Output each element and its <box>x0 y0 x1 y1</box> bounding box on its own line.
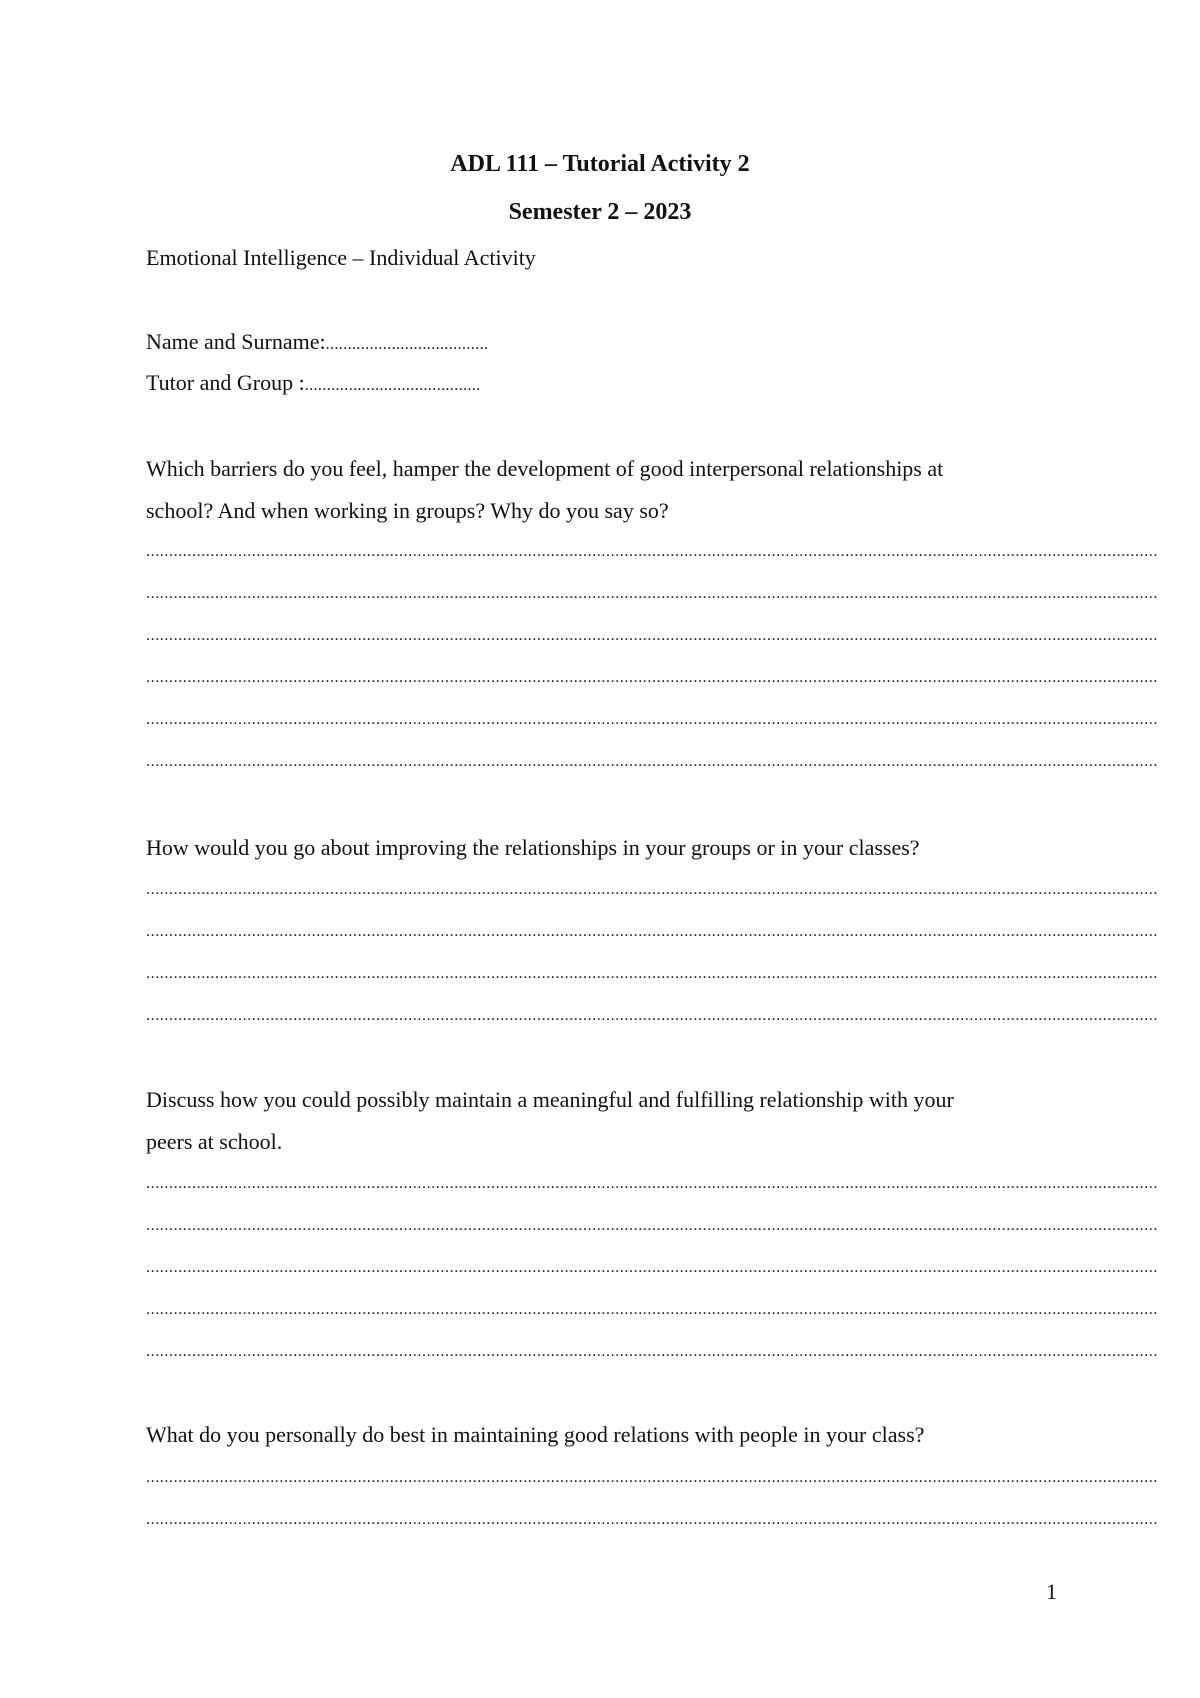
answer-line[interactable]: ............................................................................................................................................................................................................................ <box>146 1343 1158 1360</box>
question-3-line-1: Discuss how you could possibly maintain a meaningful and fulfilling relationship with your <box>146 1087 954 1112</box>
answer-line[interactable]: ............................................................................................................................................................................................................................ <box>146 627 1158 644</box>
activity-subtitle: Emotional Intelligence – Individual Activity <box>146 245 536 270</box>
name-surname-field[interactable] <box>146 328 488 359</box>
answer-line[interactable]: ............................................................................................................................................................................................................................ <box>146 1007 1158 1024</box>
answer-line[interactable]: ............................................................................................................................................................................................................................ <box>146 585 1158 602</box>
answer-line[interactable]: ............................................................................................................................................................................................................................ <box>146 1511 1158 1528</box>
answer-line[interactable]: ............................................................................................................................................................................................................................ <box>146 965 1158 982</box>
page-number: 1 <box>1046 1579 1057 1604</box>
answer-line[interactable]: ............................................................................................................................................................................................................................ <box>146 711 1158 728</box>
question-3-line-2: peers at school. <box>146 1129 283 1154</box>
answer-line[interactable]: ............................................................................................................................................................................................................................ <box>146 1259 1158 1276</box>
answer-line[interactable]: ............................................................................................................................................................................................................................ <box>146 1175 1158 1192</box>
answer-line[interactable]: ............................................................................................................................................................................................................................ <box>146 669 1158 686</box>
name-surname-label: Name and Surname: <box>146 329 326 354</box>
answer-line[interactable]: ............................................................................................................................................................................................................................ <box>146 543 1158 560</box>
question-2-line-1: How would you go about improving the relationships in your groups or in your classes? <box>146 835 920 860</box>
answer-line[interactable]: ............................................................................................................................................................................................................................ <box>146 753 1158 770</box>
answer-line[interactable]: ............................................................................................................................................................................................................................ <box>146 1469 1158 1486</box>
answer-line[interactable]: ............................................................................................................................................................................................................................ <box>146 1217 1158 1234</box>
answer-line[interactable]: ............................................................................................................................................................................................................................ <box>146 1301 1158 1318</box>
tutor-group-field[interactable] <box>146 369 481 400</box>
answer-line[interactable]: ............................................................................................................................................................................................................................ <box>146 881 1158 898</box>
question-1-line-1: Which barriers do you feel, hamper the development of good interpersonal relationships at <box>146 456 944 481</box>
semester-heading: Semester 2 – 2023 <box>508 199 692 225</box>
name-surname-blank[interactable]: ..................................... <box>325 336 489 353</box>
question-4-line-1: What do you personally do best in maintaining good relations with people in your class? <box>146 1422 925 1447</box>
tutor-group-blank[interactable]: ........................................ <box>304 377 481 394</box>
tutor-group-label: Tutor and Group : <box>146 370 305 395</box>
answer-line[interactable]: ............................................................................................................................................................................................................................ <box>146 923 1158 940</box>
question-1-line-2: school? And when working in groups? Why do you say so? <box>146 498 669 523</box>
document-title: ADL 111 – Tutorial Activity 2 <box>450 151 750 177</box>
